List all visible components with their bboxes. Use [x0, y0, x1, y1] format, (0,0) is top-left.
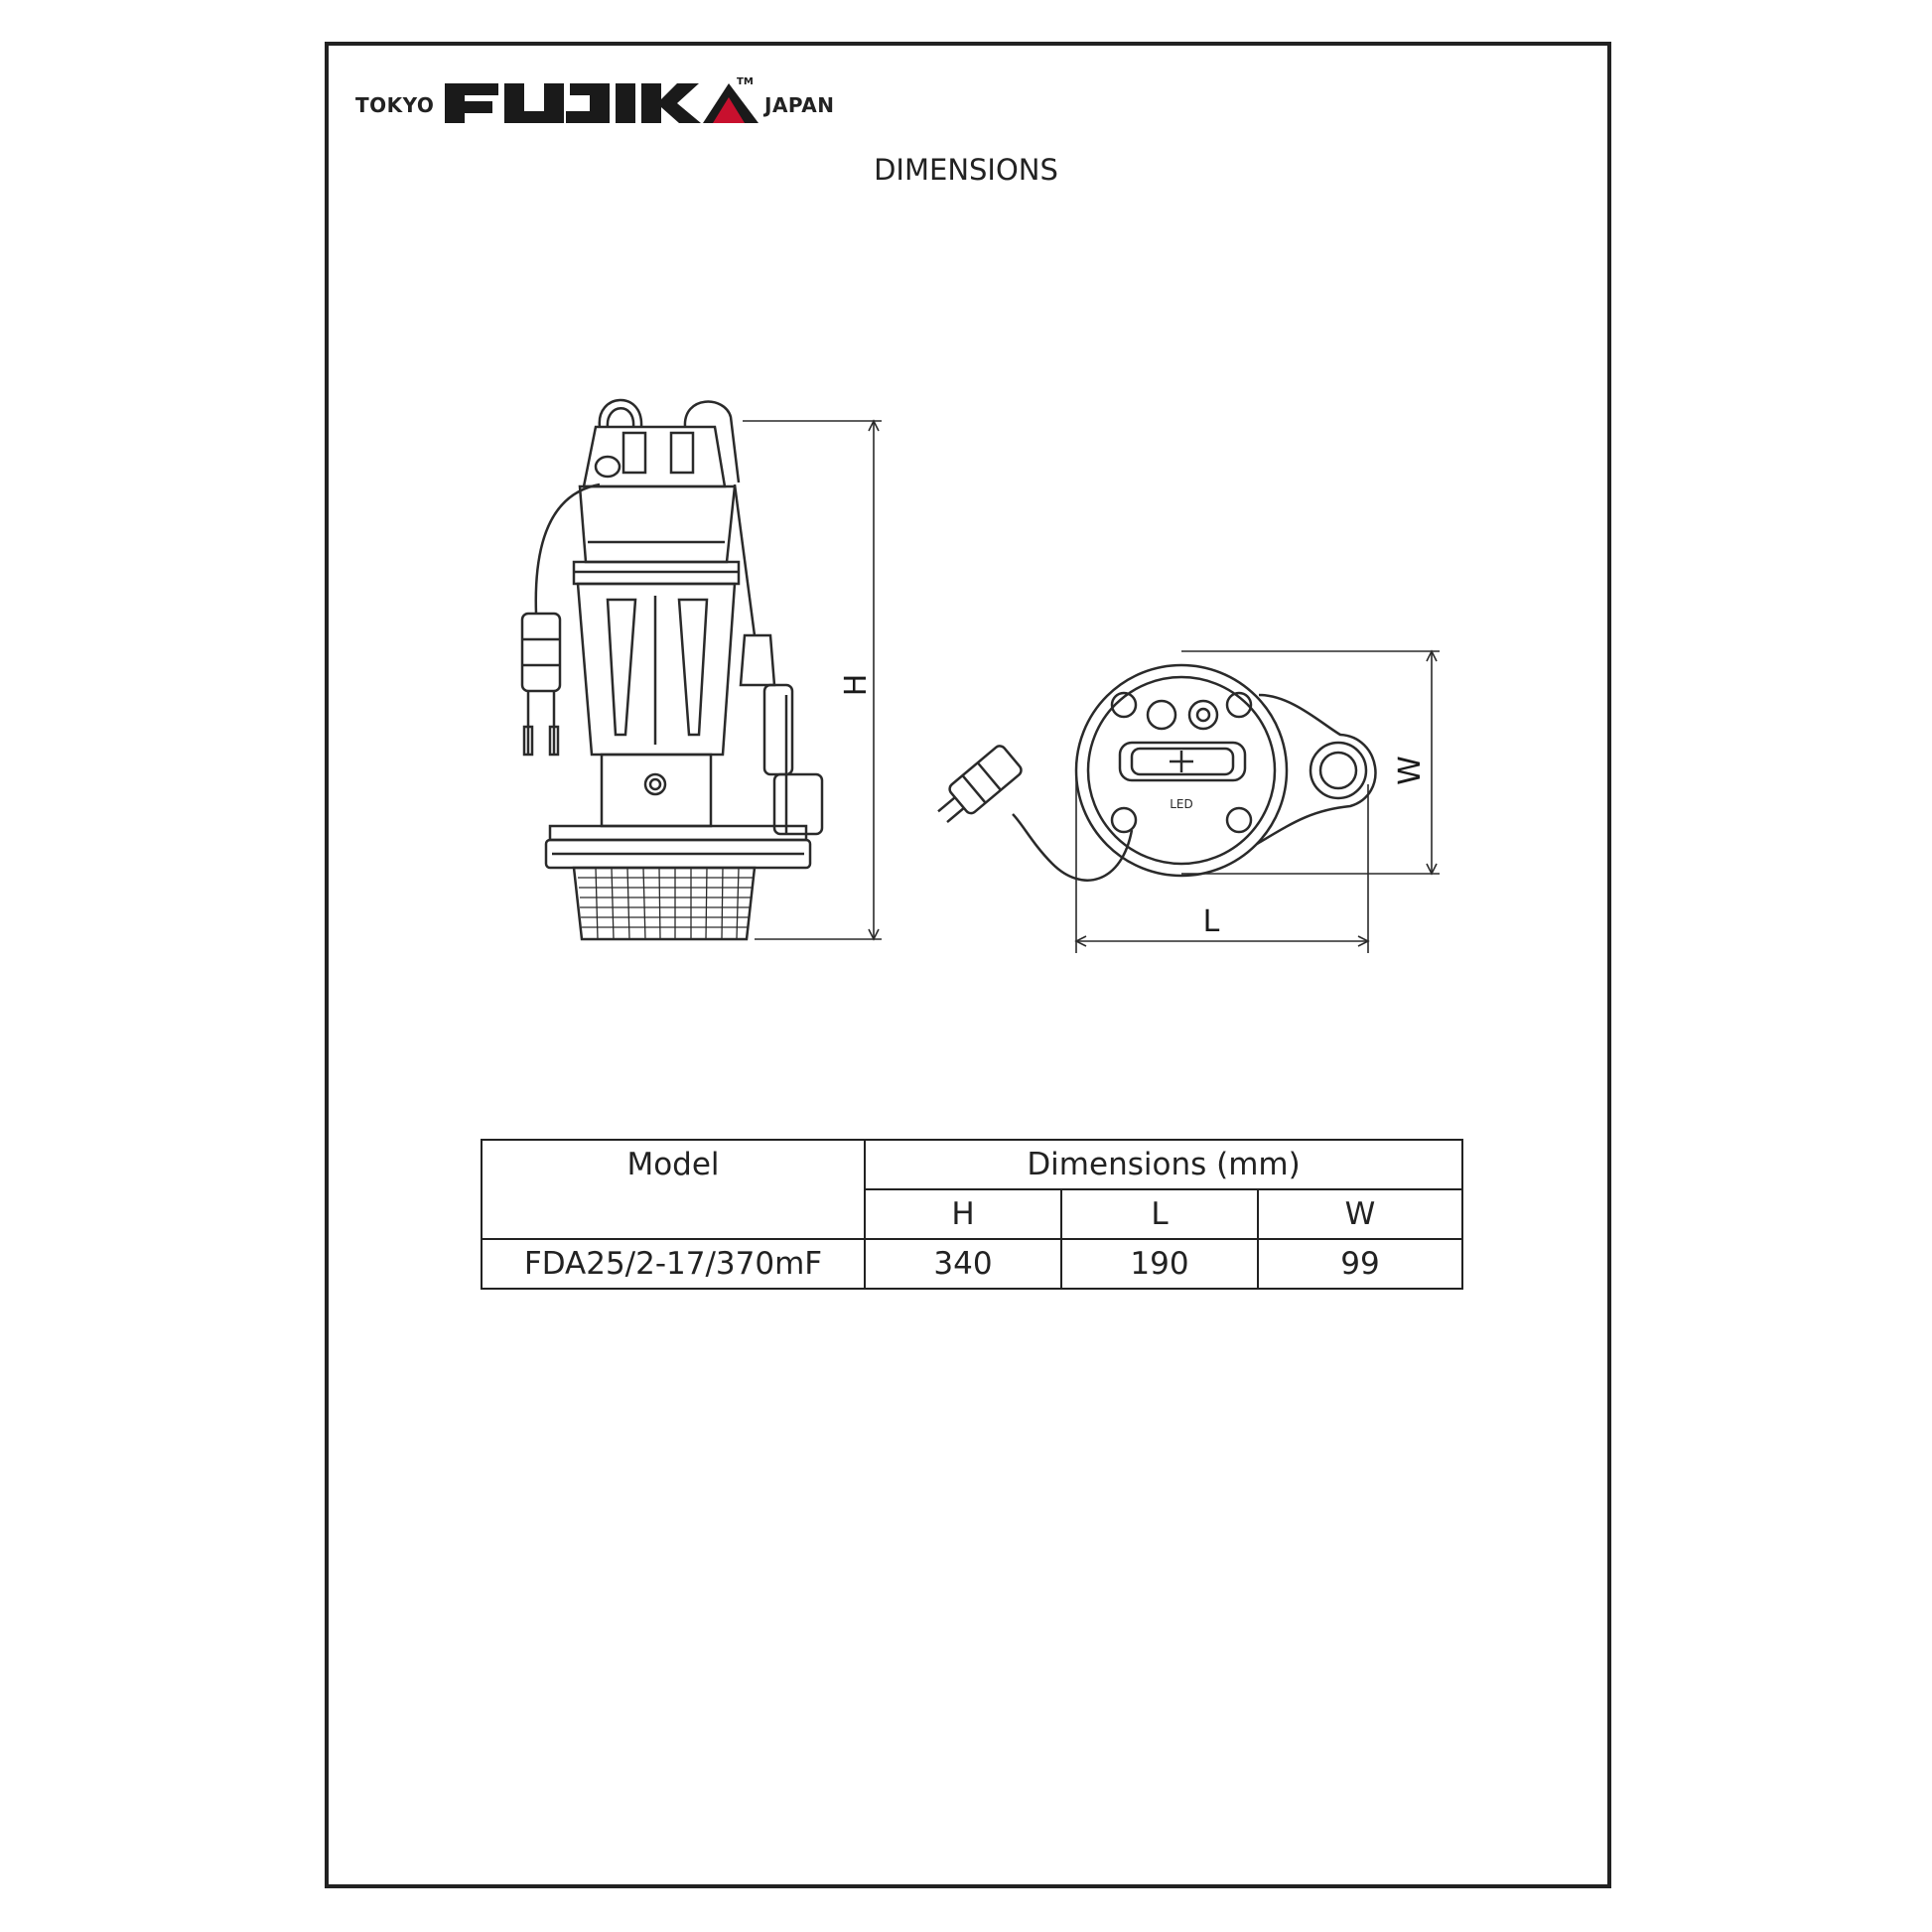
- strainer-mesh: [578, 868, 753, 939]
- column-header-l: L: [1061, 1189, 1258, 1239]
- brand-japan-text: JAPAN: [764, 93, 835, 117]
- dimension-label-h: H: [839, 673, 874, 697]
- length-cell: 190: [1061, 1239, 1258, 1289]
- pump-side-view: [522, 400, 822, 939]
- brand-tokyo-text: TOKYO: [355, 93, 435, 117]
- table-header-row: [482, 1140, 1462, 1189]
- table-row: [482, 1239, 1462, 1289]
- width-cell: 99: [1258, 1239, 1462, 1289]
- dimension-label-w: W: [1393, 756, 1428, 785]
- page-title: DIMENSIONS: [874, 153, 1058, 187]
- dimensions-table: [481, 1139, 1463, 1290]
- dimensions-column-header: Dimensions (mm): [865, 1140, 1462, 1189]
- led-marking: LED: [1170, 797, 1193, 811]
- height-cell: 340: [865, 1239, 1061, 1289]
- column-header-w: W: [1258, 1189, 1462, 1239]
- column-header-h: H: [865, 1189, 1061, 1239]
- model-cell: FDA25/2-17/370mF: [482, 1239, 865, 1289]
- model-column-header: Model: [482, 1140, 865, 1239]
- dimension-label-l: L: [1202, 904, 1220, 939]
- length-dimension-line: [1076, 774, 1368, 953]
- pump-top-view: [930, 665, 1375, 881]
- trademark-mark: TM: [737, 76, 754, 87]
